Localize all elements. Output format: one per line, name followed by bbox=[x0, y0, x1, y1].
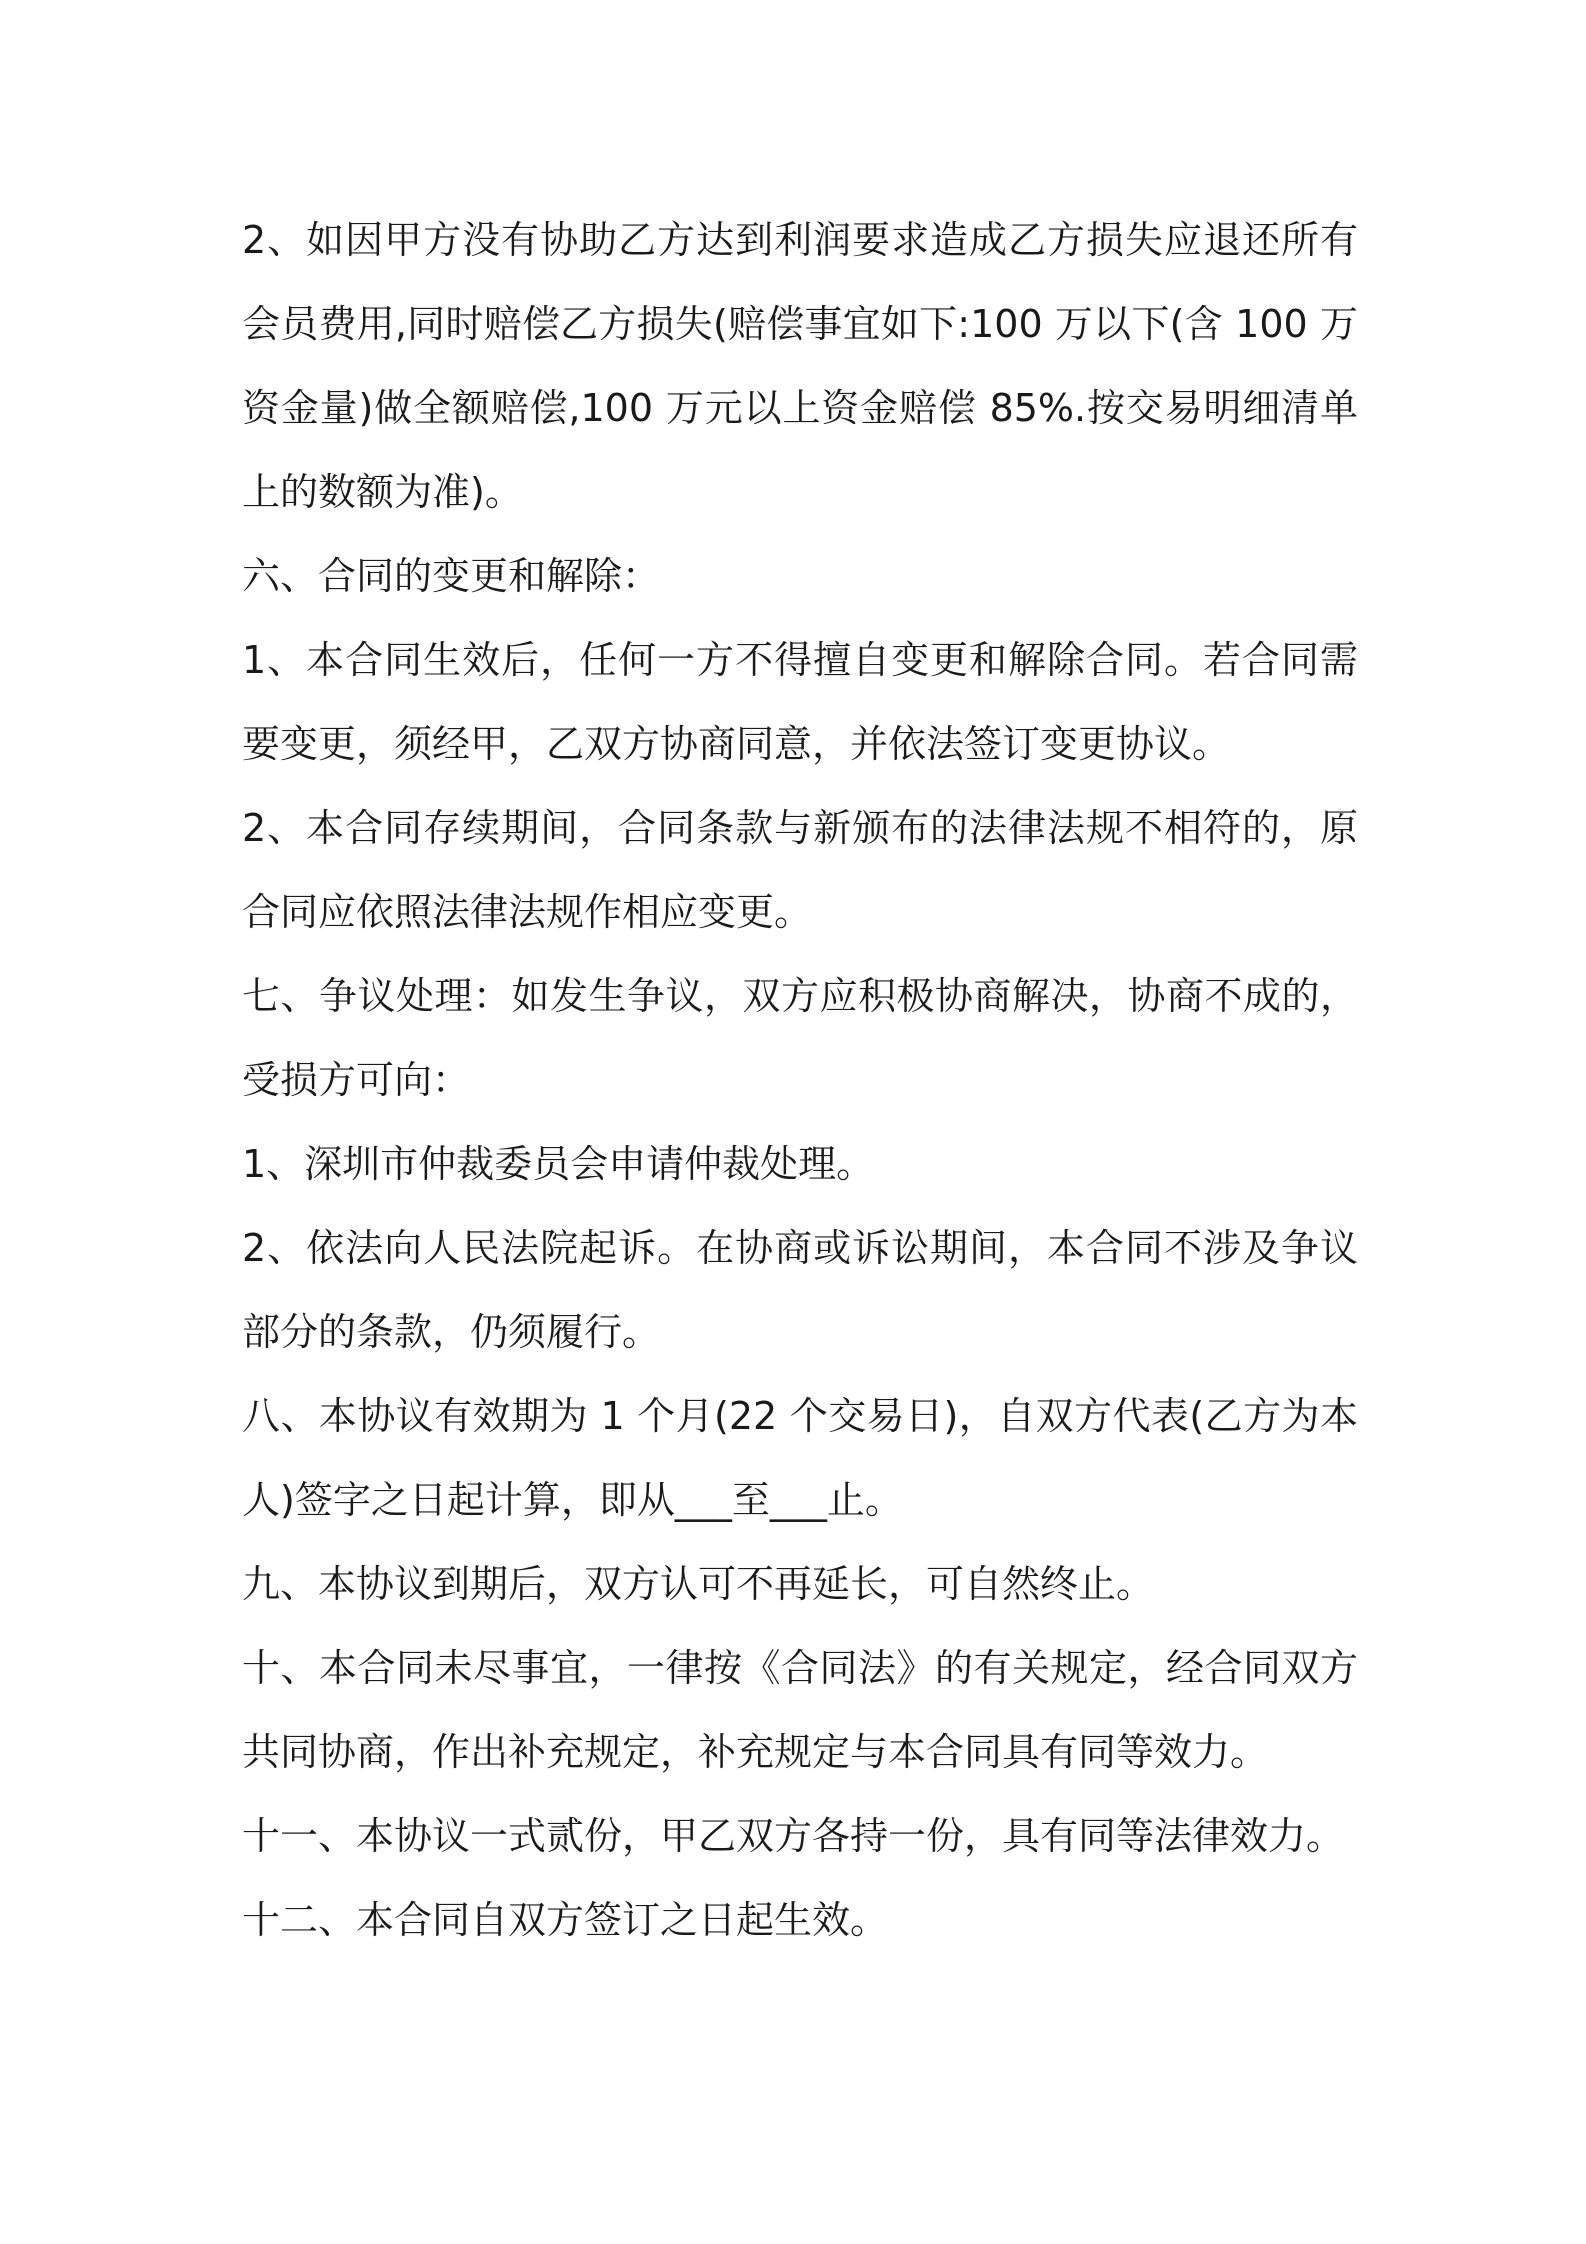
paragraph-change-clause-2: 2、本合同存续期间，合同条款与新颁布的法律法规不相符的，原合同应依照法律法规作相应变更。 bbox=[242, 806, 1358, 934]
section-heading-contract-change: 六、合同的变更和解除： bbox=[242, 554, 661, 598]
paragraph-change-clause-1: 1、本合同生效后，任何一方不得擅自变更和解除合同。若合同需要变更，须经甲，乙双方协商同意，并依法签订变更协议。 bbox=[242, 638, 1358, 766]
paragraph-dispute-lawsuit: 2、依法向人民法院起诉。在协商或诉讼期间，本合同不涉及争议部分的条款，仍须履行。 bbox=[242, 1226, 1358, 1354]
paragraph-dispute-arbitration: 1、深圳市仲裁委员会申请仲裁处理。 bbox=[242, 1142, 875, 1186]
paragraph-supplementary: 十、本合同未尽事宜，一律按《合同法》的有关规定，经合同双方共同协商，作出补充规定，补充规定与本合同具有同等效力。 bbox=[242, 1646, 1358, 1774]
document-body bbox=[242, 198, 1358, 1962]
paragraph-effective: 十二、本合同自双方签订之日起生效。 bbox=[242, 1898, 889, 1942]
section-heading-dispute: 七、争议处理：如发生争议，双方应积极协商解决，协商不成的，受损方可向： bbox=[242, 974, 1358, 1102]
paragraph-expiry: 九、本协议到期后，双方认可不再延长，可自然终止。 bbox=[242, 1562, 1155, 1606]
paragraph-copies: 十一、本协议一式贰份，甲乙双方各持一份，具有同等法律效力。 bbox=[242, 1814, 1345, 1858]
paragraph-validity-period: 八、本协议有效期为 1 个月(22 个交易日)，自双方代表(乙方为本人)签字之日起计算，即从___至___止。 bbox=[242, 1394, 1358, 1522]
paragraph-compensation-clause: 2、如因甲方没有协助乙方达到利润要求造成乙方损失应退还所有会员费用,同时赔偿乙方损失(赔偿事宜如下:100 万以下(含 100 万资金量)做全额赔偿,100 万元以上资金赔偿 85%.按交易明细清单上的数额为准)。 bbox=[242, 218, 1358, 514]
